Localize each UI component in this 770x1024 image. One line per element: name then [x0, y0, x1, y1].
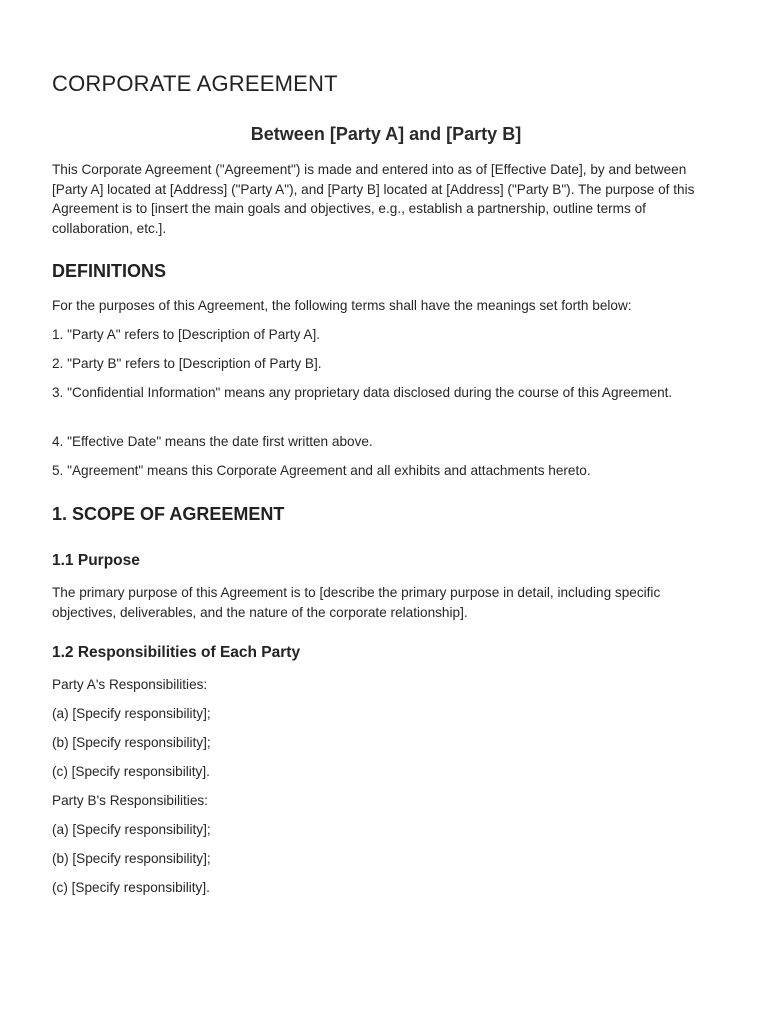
scope-heading: 1. SCOPE OF AGREEMENT [52, 504, 285, 524]
definition-item: 3. "Confidential Information" means any proprietary data disclosed during the course of this Agreement. [52, 385, 673, 400]
party-a-responsibility: (a) [Specify responsibility]; [52, 706, 211, 721]
responsibilities-heading: 1.2 Responsibilities of Each Party [52, 644, 301, 661]
party-b-responsibility: (a) [Specify responsibility]; [52, 822, 211, 837]
document-subtitle: Between [Party A] and [Party B] [250, 124, 522, 144]
party-b-label: Party B's Responsibilities: [52, 793, 208, 808]
definition-item: 2. "Party B" refers to [Description of Party B]. [52, 356, 322, 371]
party-a-responsibility: (c) [Specify responsibility]. [52, 764, 210, 779]
definition-item: 5. "Agreement" means this Corporate Agreement and all exhibits and attachments hereto. [52, 463, 591, 478]
document-title: CORPORATE AGREEMENT [52, 71, 338, 96]
intro-paragraph: This Corporate Agreement ("Agreement") is made and entered into as of [Effective Date], by and between [Party A] located at [Address] ("Party A"), and [Party B] located at [Address] ("Party B"). The purpose of this Agreement is to [insert the main goals and objectives, e.g., establish a partnership, outline terms of collaboration, etc.]. [52, 162, 695, 236]
definition-item: 1. "Party A" refers to [Description of Party A]. [52, 327, 321, 342]
definitions-heading: DEFINITIONS [52, 261, 167, 281]
definition-item: 4. "Effective Date" means the date first written above. [52, 434, 373, 449]
party-b-responsibility: (b) [Specify responsibility]; [52, 851, 211, 866]
party-a-responsibility: (b) [Specify responsibility]; [52, 735, 211, 750]
purpose-paragraph: The primary purpose of this Agreement is to [describe the primary purpose in detail, including specific objectives, deliverables, and the nature of the corporate relationship]. [52, 585, 661, 620]
party-a-label: Party A's Responsibilities: [52, 677, 208, 692]
purpose-heading: 1.1 Purpose [52, 552, 140, 569]
party-b-responsibility: (c) [Specify responsibility]. [52, 880, 210, 895]
definitions-lead: For the purposes of this Agreement, the following terms shall have the meanings set forth below: [52, 298, 632, 313]
